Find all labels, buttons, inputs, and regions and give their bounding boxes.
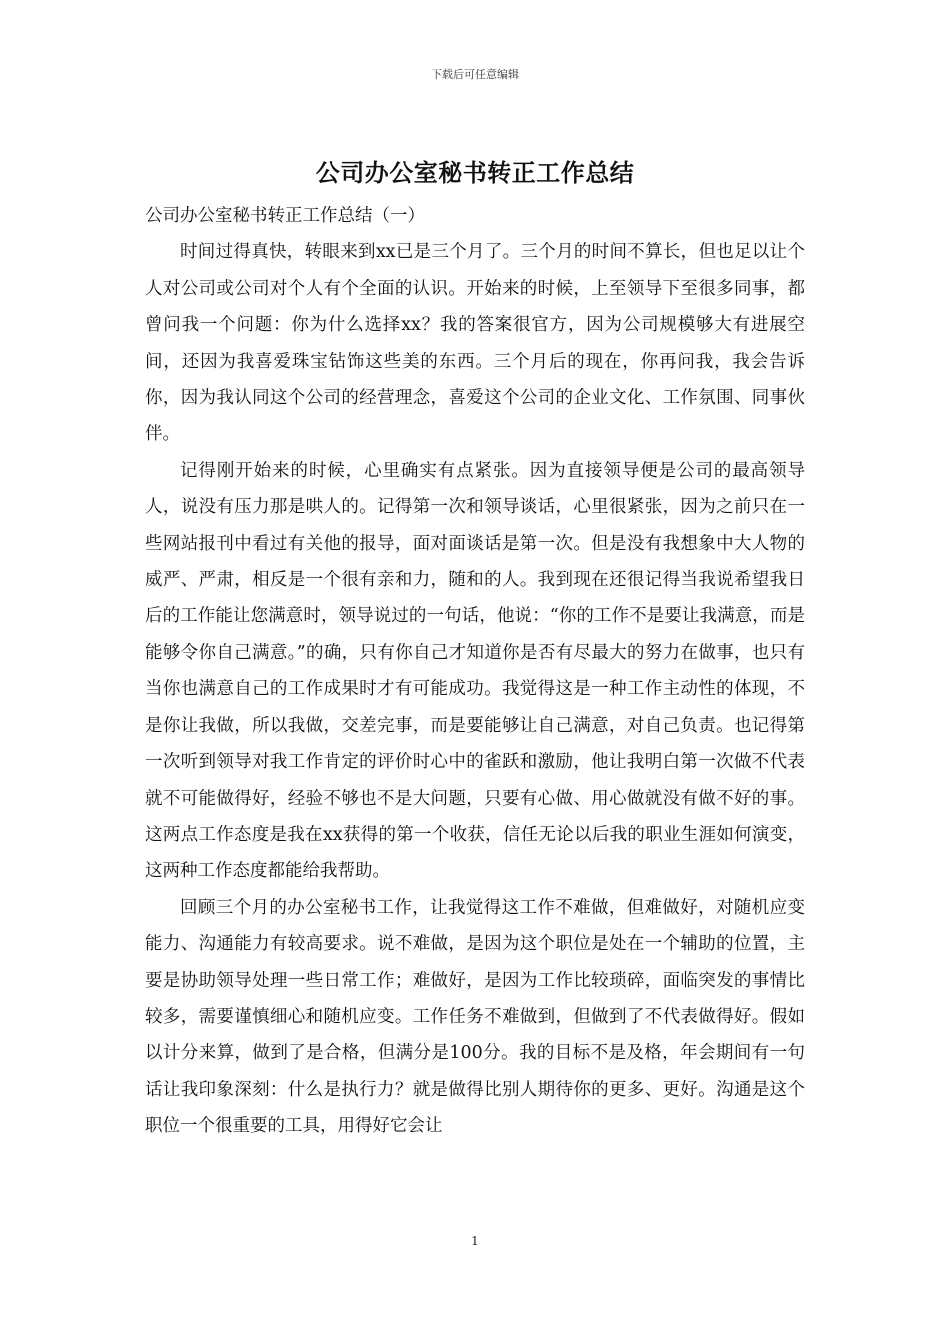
paragraph-3: 回顾三个月的办公室秘书工作，让我觉得这工作不难做，但难做好，对随机应变能力、沟通能力有较高要求。说不难做，是因为这个职位是处在一个辅助的位置，主要是协助领导处理一些日常工作；难做好，是因为工作比较琐碎，面临突发的事情比较多，需要谨慎细心和随机应变。工作任务不难做到，但做到了不代表做得好。假如以计分来算，做到了是合格，但满分是100分。我的目标不是及格，年会期间有一句话让我印象深刻：什么是执行力？就是做得比别人期待你的更多、更好。沟通是这个职位一个很重要的工具，用得好它会让 [145, 897, 805, 1137]
paragraph-2: 记得刚开始来的时候，心里确实有点紧张。因为直接领导便是公司的最高领导人，说没有压力那是哄人的。记得第一次和领导谈话，心里很紧张，因为之前只在一些网站报刊中看过有关他的报导，面对面谈话是第一次。但是没有我想象中大人物的威严、严肃，相反是一个很有亲和力，随和的人。我到现在还很记得当我说希望我日后的工作能让您满意时，领导说过的一句话，他说：“你的工作不是要让我满意，而是能够令你自己满意。”的确，只有你自己才知道你是否有尽最大的努力在做事，也只有当你也满意自己的工作成果时才有可能成功。我觉得这是一种工作主动性的体现，不是你让我做，所以我做，交差完事，而是要能够让自己满意，对自己负责。也记得第一次听到领导对我工作肯定的评价时心中的雀跃和激励，他让我明白第一次做不代表就不可能做得好，经验不够也不是大问题，只要有心做、用心做就没有做不好的事。这两点工作态度是我在xx获得的第一个收获，信任无论以后我的职业生涯如何演变，这两种工作态度都能给我帮助。 [145, 460, 805, 882]
section-subtitle: 公司办公室秘书转正工作总结（一） [145, 206, 425, 226]
document-title: 公司办公室秘书转正工作总结 [315, 159, 635, 187]
header-note: 下载后可任意编辑 [431, 68, 519, 81]
document-body [145, 198, 805, 1145]
paragraph-1: 时间过得真快，转眼来到xx已是三个月了。三个月的时间不算长，但也足以让个人对公司或公司对个人有个全面的认识。开始来的时候，上至领导下至很多同事，都曾问我一个问题：你为什么选择xx？我的答案很官方，因为公司规模够大有进展空间，还因为我喜爱珠宝钻饰这些美的东西。三个月后的现在，你再问我，我会告诉你，因为我认同这个公司的经营理念，喜爱这个公司的企业文化、工作氛围、同事伙伴。 [145, 242, 805, 445]
page-number: 1 [471, 1234, 479, 1248]
